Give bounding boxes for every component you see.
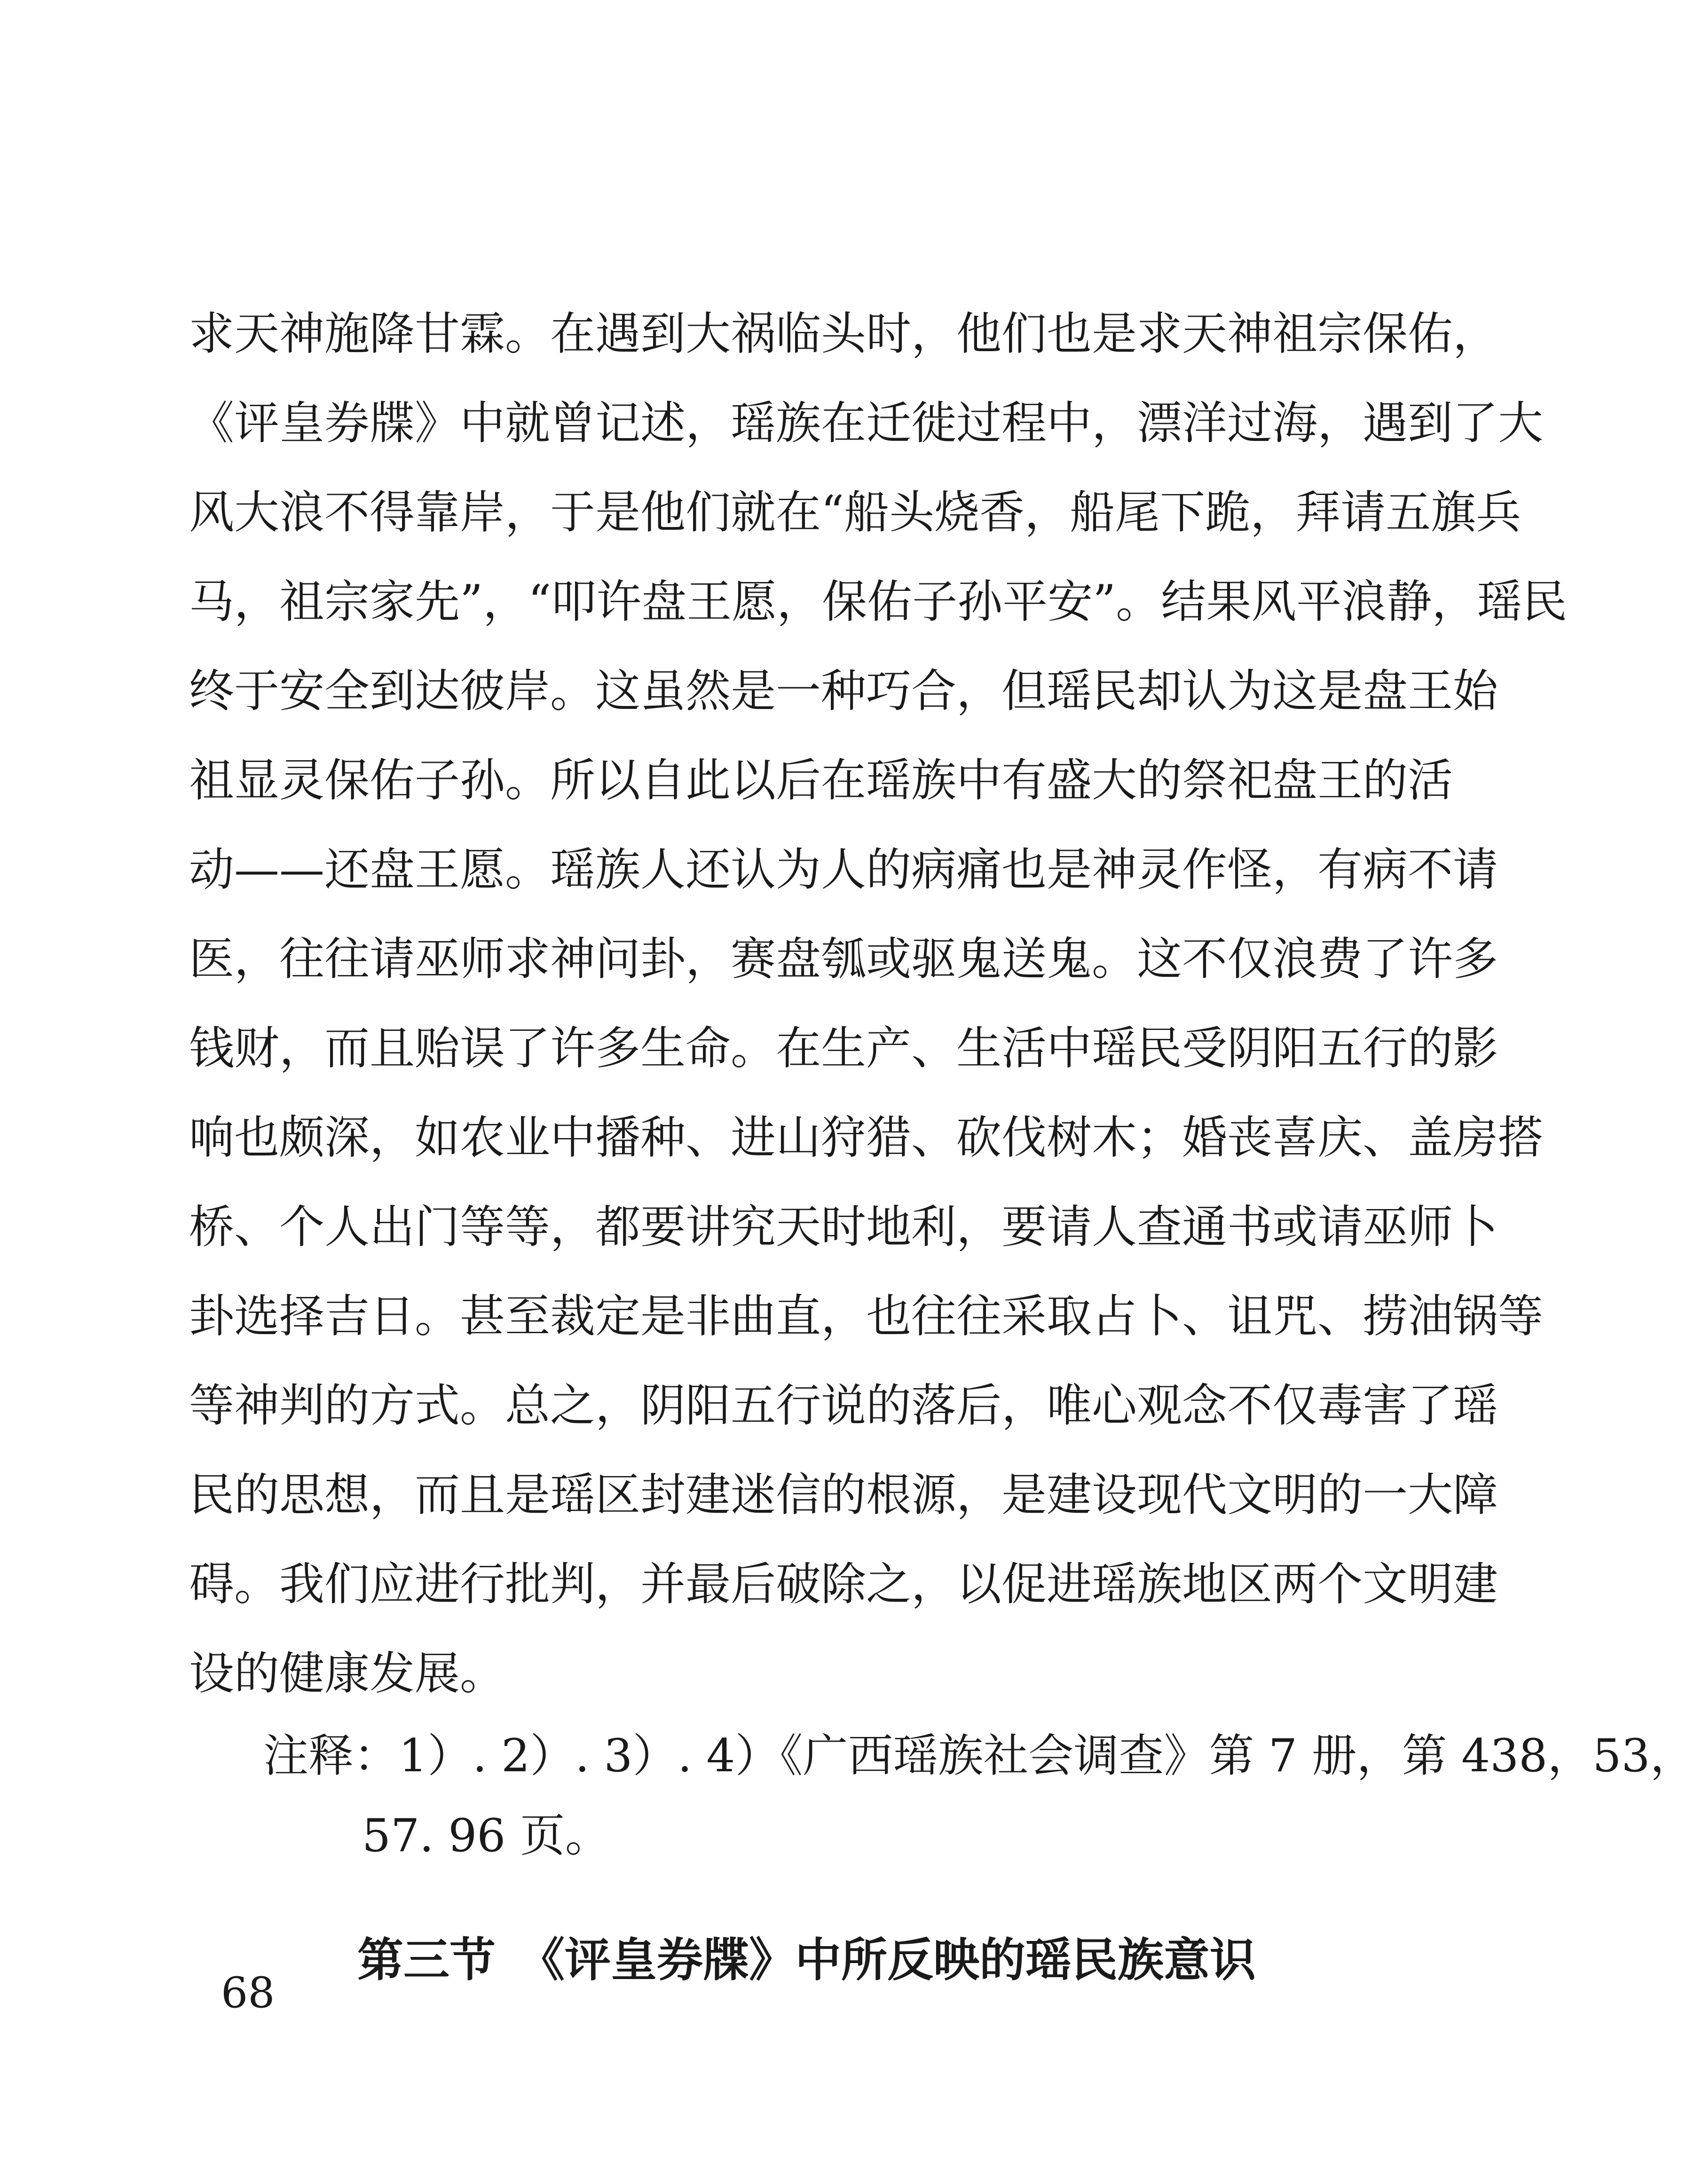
- text-line: 祖显灵保佑子孙。所以自此以后在瑶族中有盛大的祭祀盘王的活: [189, 754, 1453, 807]
- text-line: 等神判的方式。总之，阴阳五行说的落后，唯心观念不仅毒害了瑶: [189, 1379, 1498, 1432]
- text-line: 设的健康发展。: [189, 1647, 505, 1700]
- text-line: 马，祖宗家先”，“叩许盘王愿，保佑子孙平安”。结果风平浪静，瑶民: [189, 575, 1568, 628]
- text-line: 桥、个人出门等等，都要讲究天时地利，要请人查通书或请巫师卜: [189, 1201, 1498, 1253]
- text-line: 《评皇券牒》中就曾记述，瑶族在迁徙过程中，漂洋过海，遇到了大: [189, 397, 1543, 449]
- section-heading: 第三节 《评皇券牒》中所反映的瑶民族意识: [357, 1933, 1256, 1987]
- text-line: 响也颇深，如农业中播种、进山狩猎、砍伐树木；婚丧喜庆、盖房搭: [189, 1111, 1543, 1164]
- footnote-line-2: 57. 96 页。: [362, 1809, 610, 1862]
- page-number: 68: [221, 1968, 275, 2018]
- text-line: 民的思想，而且是瑶区封建迷信的根源，是建设现代文明的一大障: [189, 1469, 1498, 1521]
- text-line: 卦选择吉日。甚至裁定是非曲直，也往往采取占卜、诅咒、捞油锅等: [189, 1290, 1543, 1343]
- text-line: 碍。我们应进行批判，并最后破除之，以促进瑶族地区两个文明建: [189, 1558, 1498, 1611]
- text-line: 钱财，而且贻误了许多生命。在生产、生活中瑶民受阴阳五行的影: [189, 1022, 1498, 1075]
- text-line: 风大浪不得靠岸，于是他们就在“船头烧香，船尾下跪，拜请五旗兵: [189, 486, 1522, 539]
- text-line: 终于安全到达彼岸。这虽然是一种巧合，但瑶民却认为这是盘王始: [189, 665, 1498, 717]
- footnote-line-1: 注释：1）. 2）. 3）. 4）《广西瑶族社会调查》第 7 册，第 438，53，: [263, 1729, 1695, 1782]
- text-line: 求天神施降甘霖。在遇到大祸临头时，他们也是求天神祖宗保佑，: [189, 307, 1498, 360]
- text-line: 动——还盘王愿。瑶族人还认为人的病痛也是神灵作怪，有病不请: [189, 843, 1498, 896]
- text-line: 医，往往请巫师求神问卦，赛盘瓠或驱鬼送鬼。这不仅浪费了许多: [189, 933, 1498, 985]
